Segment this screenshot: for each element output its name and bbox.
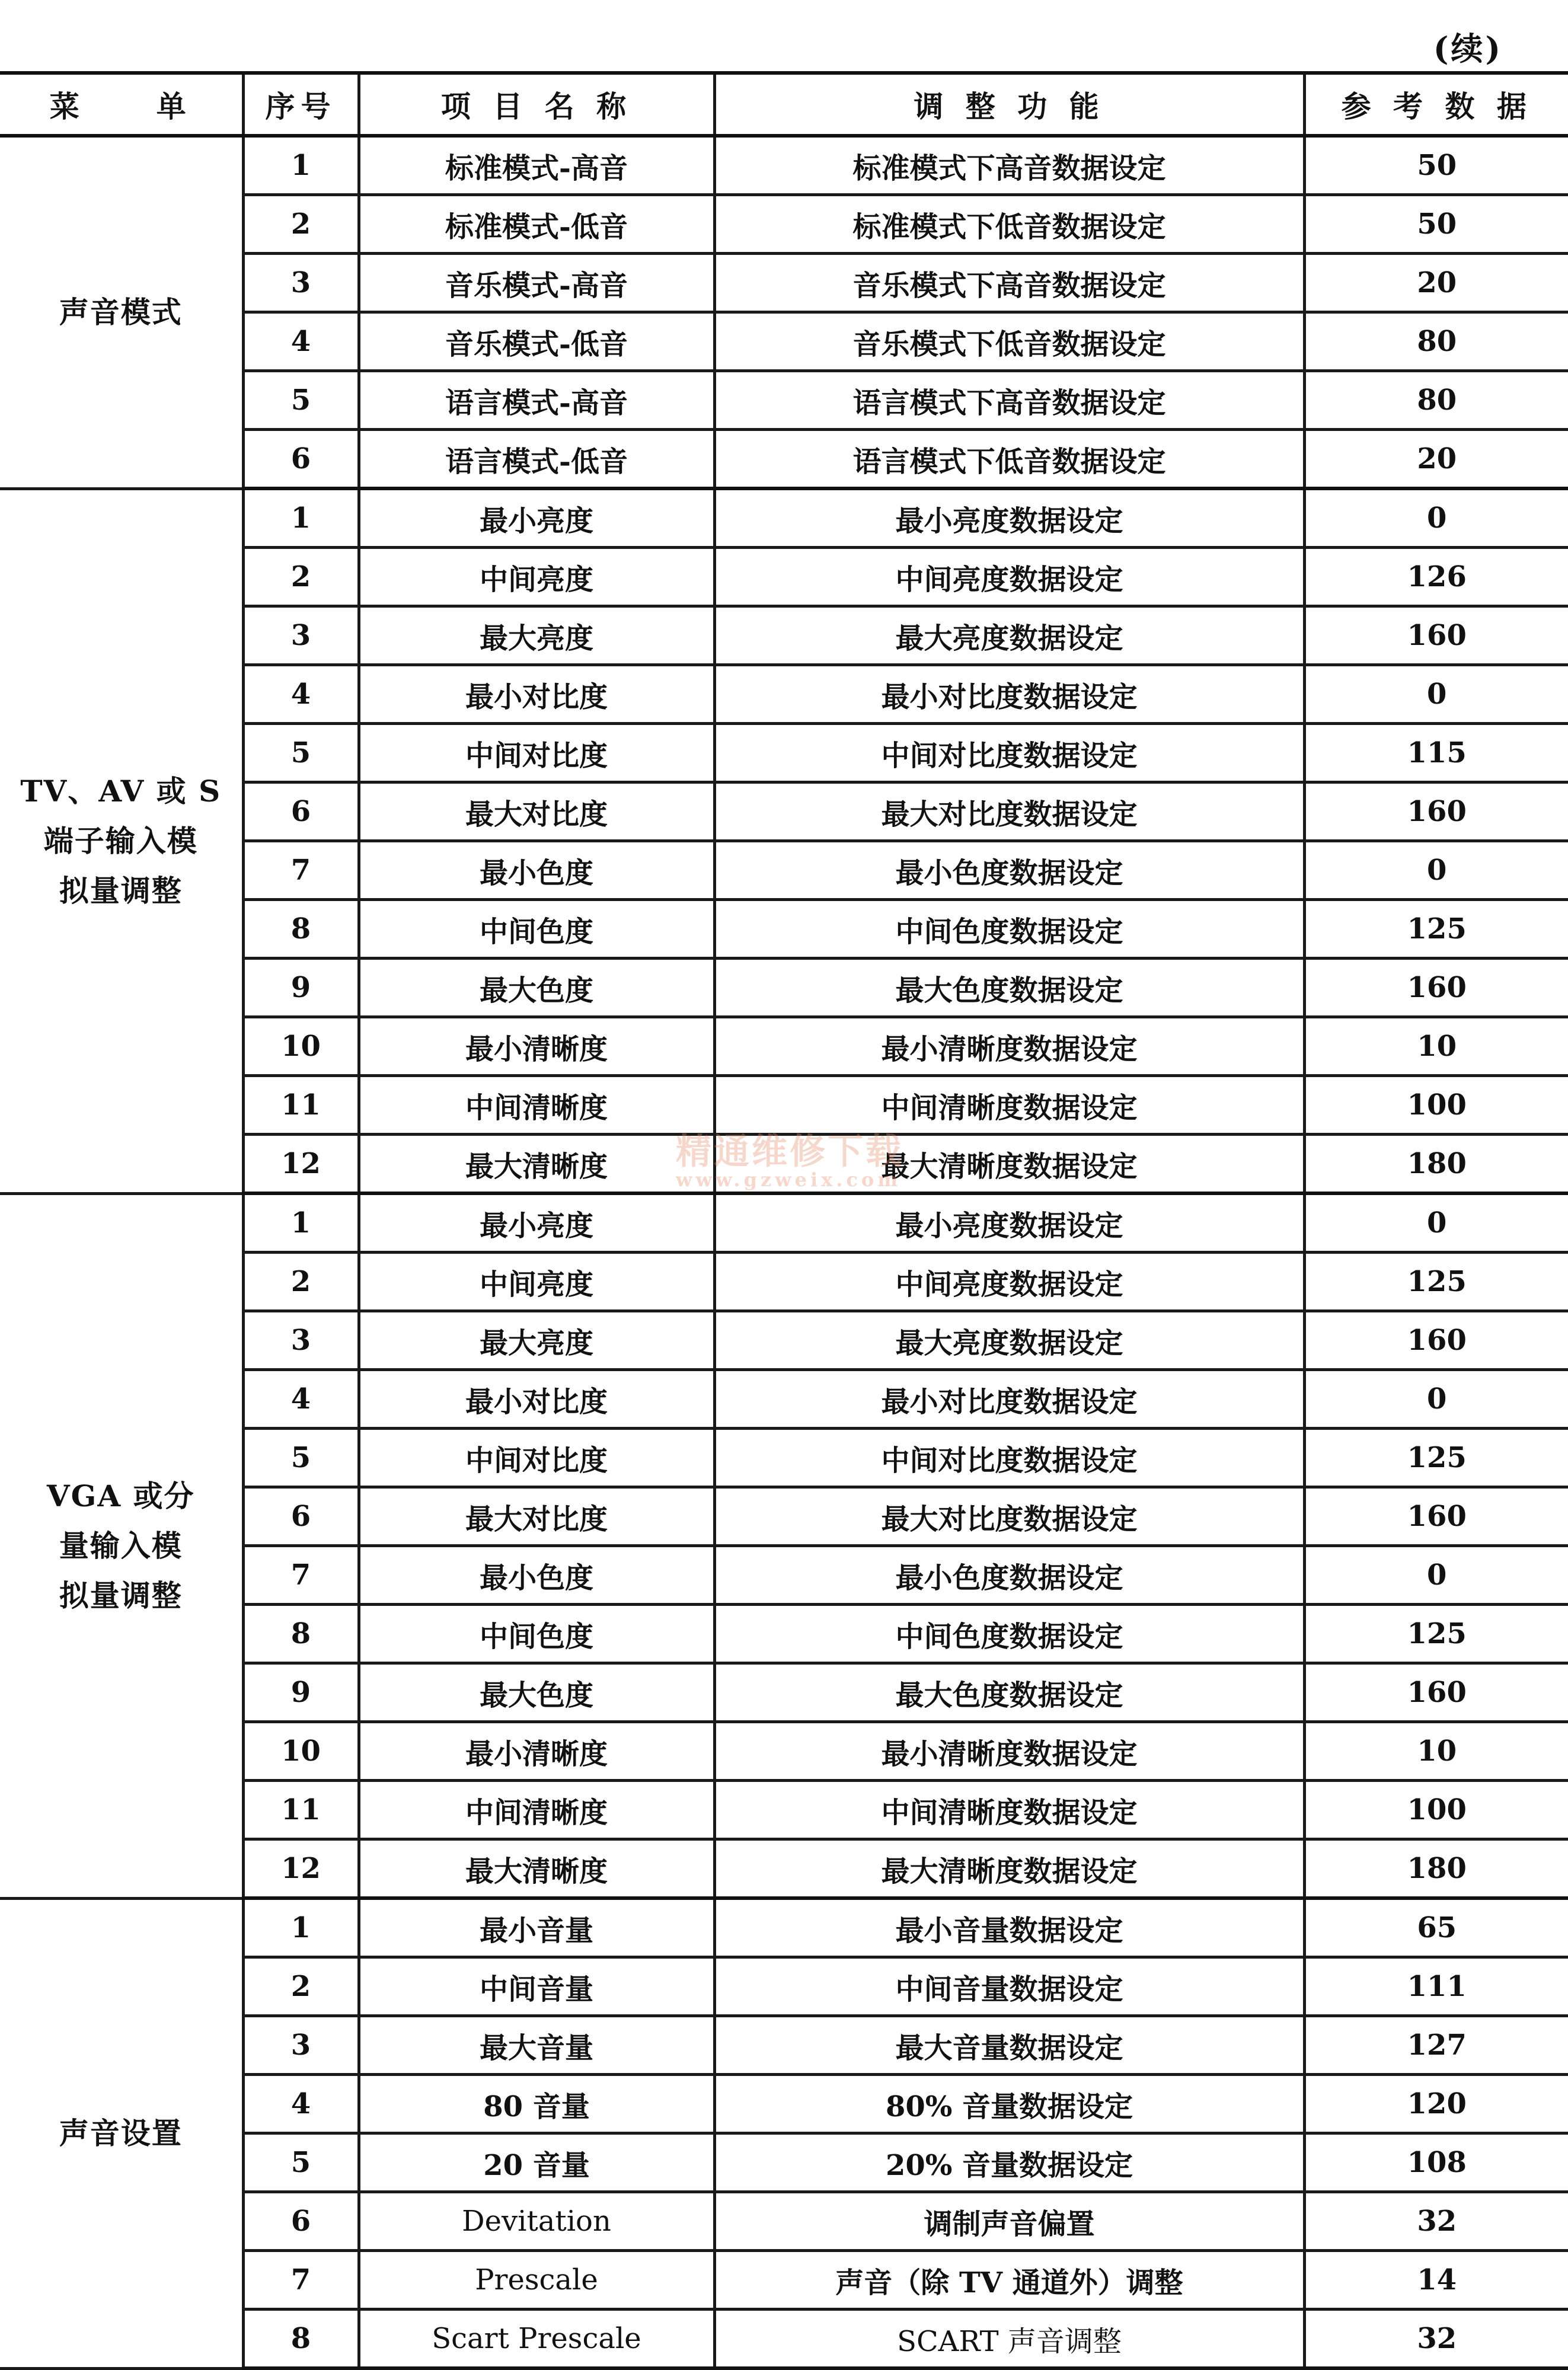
seq-cell: 5 [243, 2133, 359, 2192]
seq-cell: 4 [243, 312, 359, 371]
seq-cell: 1 [243, 1898, 359, 1957]
menu-label-line: 声音设置 [59, 2115, 183, 2151]
item-name-cell: 音乐模式-高音 [359, 254, 714, 312]
seq-cell: 8 [243, 900, 359, 959]
function-cell: 20% 音量数据设定 [714, 2133, 1304, 2192]
seq-cell: 2 [243, 1253, 359, 1311]
function-cell: 中间清晰度数据设定 [714, 1781, 1304, 1839]
reference-value-cell: 127 [1304, 2016, 1568, 2075]
function-cell: 最大色度数据设定 [714, 1663, 1304, 1722]
reference-value-cell: 0 [1304, 841, 1568, 900]
seq-cell: 4 [243, 1370, 359, 1429]
seq-cell: 4 [243, 2075, 359, 2133]
header-seq: 序号 [243, 73, 359, 136]
watermark-text: 精通维修下载 [676, 1131, 903, 1173]
reference-value-cell: 111 [1304, 1957, 1568, 2016]
reference-value-cell: 115 [1304, 724, 1568, 782]
seq-cell: 3 [243, 2016, 359, 2075]
seq-cell: 6 [243, 1487, 359, 1546]
menu-label-line: 声音模式 [59, 294, 183, 330]
item-name-cell: 20 音量 [359, 2133, 714, 2192]
item-name-cell: 标准模式-高音 [359, 136, 714, 195]
function-cell: 最小亮度数据设定 [714, 488, 1304, 548]
reference-value-cell: 0 [1304, 488, 1568, 548]
seq-cell: 7 [243, 2251, 359, 2310]
reference-value-cell: 20 [1304, 430, 1568, 489]
menu-label-line: 拟量调整 [59, 873, 183, 908]
watermark-url: www.gzweix.com [676, 1168, 902, 1191]
seq-cell: 9 [243, 959, 359, 1017]
function-cell: SCART 声音调整 [714, 2310, 1304, 2369]
reference-value-cell: 0 [1304, 665, 1568, 724]
reference-value-cell: 80 [1304, 371, 1568, 430]
reference-value-cell: 100 [1304, 1781, 1568, 1839]
reference-value-cell: 50 [1304, 136, 1568, 195]
item-name-cell: 中间亮度 [359, 548, 714, 606]
seq-cell: 1 [243, 136, 359, 195]
item-name-cell: 语言模式-低音 [359, 430, 714, 489]
menu-label-line: VGA 或分 [46, 1478, 195, 1513]
reference-value-cell: 160 [1304, 782, 1568, 841]
item-name-cell: 80 音量 [359, 2075, 714, 2133]
reference-value-cell: 160 [1304, 606, 1568, 665]
function-cell: 语言模式下低音数据设定 [714, 430, 1304, 489]
function-cell: 音乐模式下高音数据设定 [714, 254, 1304, 312]
function-cell: 最大色度数据设定 [714, 959, 1304, 1017]
reference-value-cell: 50 [1304, 195, 1568, 254]
function-cell: 最大清晰度数据设定 [714, 1135, 1304, 1194]
adjustment-table [0, 71, 1568, 2370]
function-cell: 中间清晰度数据设定 [714, 1076, 1304, 1135]
item-name-cell: 最大色度 [359, 959, 714, 1017]
function-cell: 最大对比度数据设定 [714, 1487, 1304, 1546]
reference-value-cell: 126 [1304, 548, 1568, 606]
function-cell: 中间对比度数据设定 [714, 1429, 1304, 1487]
function-cell: 最小清晰度数据设定 [714, 1017, 1304, 1076]
seq-cell: 4 [243, 665, 359, 724]
seq-cell: 1 [243, 488, 359, 548]
reference-value-cell: 180 [1304, 1135, 1568, 1194]
reference-value-cell: 160 [1304, 1311, 1568, 1370]
reference-value-cell: 125 [1304, 1429, 1568, 1487]
menu-cell [0, 136, 243, 488]
function-cell: 最大清晰度数据设定 [714, 1839, 1304, 1899]
item-name-cell: 最大色度 [359, 1663, 714, 1722]
menu-label-line: 端子输入模 [43, 823, 198, 858]
function-cell: 中间亮度数据设定 [714, 548, 1304, 606]
item-name-cell: 最小色度 [359, 841, 714, 900]
function-cell: 中间对比度数据设定 [714, 724, 1304, 782]
table-row [0, 488, 1568, 548]
function-cell: 最小色度数据设定 [714, 1546, 1304, 1605]
item-name-cell: 最大清晰度 [359, 1135, 714, 1194]
seq-cell: 3 [243, 606, 359, 665]
reference-value-cell: 65 [1304, 1898, 1568, 1957]
item-name-cell: 最大对比度 [359, 1487, 714, 1546]
reference-value-cell: 125 [1304, 1253, 1568, 1311]
reference-value-cell: 125 [1304, 1605, 1568, 1663]
seq-cell: 10 [243, 1017, 359, 1076]
item-name-cell: 中间对比度 [359, 1429, 714, 1487]
seq-cell: 1 [243, 1193, 359, 1253]
seq-cell: 2 [243, 1957, 359, 2016]
reference-value-cell: 125 [1304, 900, 1568, 959]
function-cell: 调制声音偏置 [714, 2192, 1304, 2251]
seq-cell: 2 [243, 195, 359, 254]
seq-cell: 6 [243, 2192, 359, 2251]
reference-value-cell: 20 [1304, 254, 1568, 312]
menu-label-line: TV、AV 或 S [20, 773, 222, 809]
item-name-cell: Prescale [359, 2251, 714, 2310]
function-cell: 音乐模式下低音数据设定 [714, 312, 1304, 371]
menu-cell [0, 488, 243, 1193]
reference-value-cell: 0 [1304, 1370, 1568, 1429]
header-reference: 参 考 数 据 [1304, 73, 1568, 136]
seq-cell: 10 [243, 1722, 359, 1781]
item-name-cell: 最小亮度 [359, 1193, 714, 1253]
reference-value-cell: 108 [1304, 2133, 1568, 2192]
function-cell: 最大音量数据设定 [714, 2016, 1304, 2075]
seq-cell: 8 [243, 1605, 359, 1663]
function-cell: 最小音量数据设定 [714, 1898, 1304, 1957]
header-menu: 菜 单 [0, 73, 243, 136]
seq-cell: 12 [243, 1839, 359, 1899]
table-header-row [0, 73, 1568, 136]
function-cell: 标准模式下低音数据设定 [714, 195, 1304, 254]
adjustment-table-container [0, 71, 1568, 2370]
table-row [0, 1193, 1568, 1253]
function-cell: 最小亮度数据设定 [714, 1193, 1304, 1253]
seq-cell: 11 [243, 1076, 359, 1135]
seq-cell: 11 [243, 1781, 359, 1839]
reference-value-cell: 14 [1304, 2251, 1568, 2310]
function-cell: 语言模式下高音数据设定 [714, 371, 1304, 430]
function-cell: 中间色度数据设定 [714, 900, 1304, 959]
reference-value-cell: 180 [1304, 1839, 1568, 1899]
item-name-cell: 最大音量 [359, 2016, 714, 2075]
item-name-cell: 最大亮度 [359, 1311, 714, 1370]
reference-value-cell: 10 [1304, 1722, 1568, 1781]
item-name-cell: 中间色度 [359, 1605, 714, 1663]
reference-value-cell: 0 [1304, 1193, 1568, 1253]
table-row [0, 1898, 1568, 1957]
item-name-cell: 中间对比度 [359, 724, 714, 782]
table-body [0, 136, 1568, 2368]
item-name-cell: 最小清晰度 [359, 1722, 714, 1781]
reference-value-cell: 120 [1304, 2075, 1568, 2133]
function-cell: 最大亮度数据设定 [714, 1311, 1304, 1370]
menu-label-line: 拟量调整 [59, 1577, 183, 1613]
item-name-cell: 语言模式-高音 [359, 371, 714, 430]
reference-value-cell: 160 [1304, 1487, 1568, 1546]
item-name-cell: 最小清晰度 [359, 1017, 714, 1076]
reference-value-cell: 160 [1304, 1663, 1568, 1722]
function-cell: 80% 音量数据设定 [714, 2075, 1304, 2133]
function-cell: 中间亮度数据设定 [714, 1253, 1304, 1311]
item-name-cell: 最小亮度 [359, 488, 714, 548]
item-name-cell: 中间音量 [359, 1957, 714, 2016]
seq-cell: 6 [243, 430, 359, 489]
table-row [0, 136, 1568, 195]
item-name-cell: 最小色度 [359, 1546, 714, 1605]
seq-cell: 7 [243, 1546, 359, 1605]
item-name-cell: 最小对比度 [359, 665, 714, 724]
reference-value-cell: 32 [1304, 2310, 1568, 2369]
seq-cell: 5 [243, 724, 359, 782]
function-cell: 最小对比度数据设定 [714, 1370, 1304, 1429]
seq-cell: 5 [243, 1429, 359, 1487]
header-function: 调 整 功 能 [714, 73, 1304, 136]
function-cell: 中间音量数据设定 [714, 1957, 1304, 2016]
function-cell: 最大亮度数据设定 [714, 606, 1304, 665]
item-name-cell: 中间色度 [359, 900, 714, 959]
seq-cell: 8 [243, 2310, 359, 2369]
function-cell: 标准模式下高音数据设定 [714, 136, 1304, 195]
header-item-name: 项 目 名 称 [359, 73, 714, 136]
item-name-cell: Scart Prescale [359, 2310, 714, 2369]
item-name-cell: 中间亮度 [359, 1253, 714, 1311]
item-name-cell: 最小音量 [359, 1898, 714, 1957]
seq-cell: 3 [243, 254, 359, 312]
item-name-cell: 最大清晰度 [359, 1839, 714, 1899]
function-cell: 声音（除 TV 通道外）调整 [714, 2251, 1304, 2310]
seq-cell: 2 [243, 548, 359, 606]
seq-cell: 9 [243, 1663, 359, 1722]
menu-label-line: 量输入模 [59, 1528, 183, 1563]
menu-cell [0, 1898, 243, 2368]
function-cell: 最小清晰度数据设定 [714, 1722, 1304, 1781]
item-name-cell: 最大亮度 [359, 606, 714, 665]
function-cell: 最小色度数据设定 [714, 841, 1304, 900]
menu-cell [0, 1193, 243, 1898]
function-cell: 最大对比度数据设定 [714, 782, 1304, 841]
item-name-cell: 最小对比度 [359, 1370, 714, 1429]
reference-value-cell: 80 [1304, 312, 1568, 371]
continued-label: (续) [1433, 30, 1503, 68]
reference-value-cell: 160 [1304, 959, 1568, 1017]
function-cell: 最小对比度数据设定 [714, 665, 1304, 724]
seq-cell: 5 [243, 371, 359, 430]
reference-value-cell: 10 [1304, 1017, 1568, 1076]
reference-value-cell: 100 [1304, 1076, 1568, 1135]
reference-value-cell: 0 [1304, 1546, 1568, 1605]
seq-cell: 3 [243, 1311, 359, 1370]
reference-value-cell: 32 [1304, 2192, 1568, 2251]
item-name-cell: 音乐模式-低音 [359, 312, 714, 371]
item-name-cell: Devitation [359, 2192, 714, 2251]
seq-cell: 6 [243, 782, 359, 841]
item-name-cell: 中间清晰度 [359, 1076, 714, 1135]
function-cell: 中间色度数据设定 [714, 1605, 1304, 1663]
item-name-cell: 中间清晰度 [359, 1781, 714, 1839]
item-name-cell: 标准模式-低音 [359, 195, 714, 254]
item-name-cell: 最大对比度 [359, 782, 714, 841]
seq-cell: 7 [243, 841, 359, 900]
seq-cell: 12 [243, 1135, 359, 1194]
